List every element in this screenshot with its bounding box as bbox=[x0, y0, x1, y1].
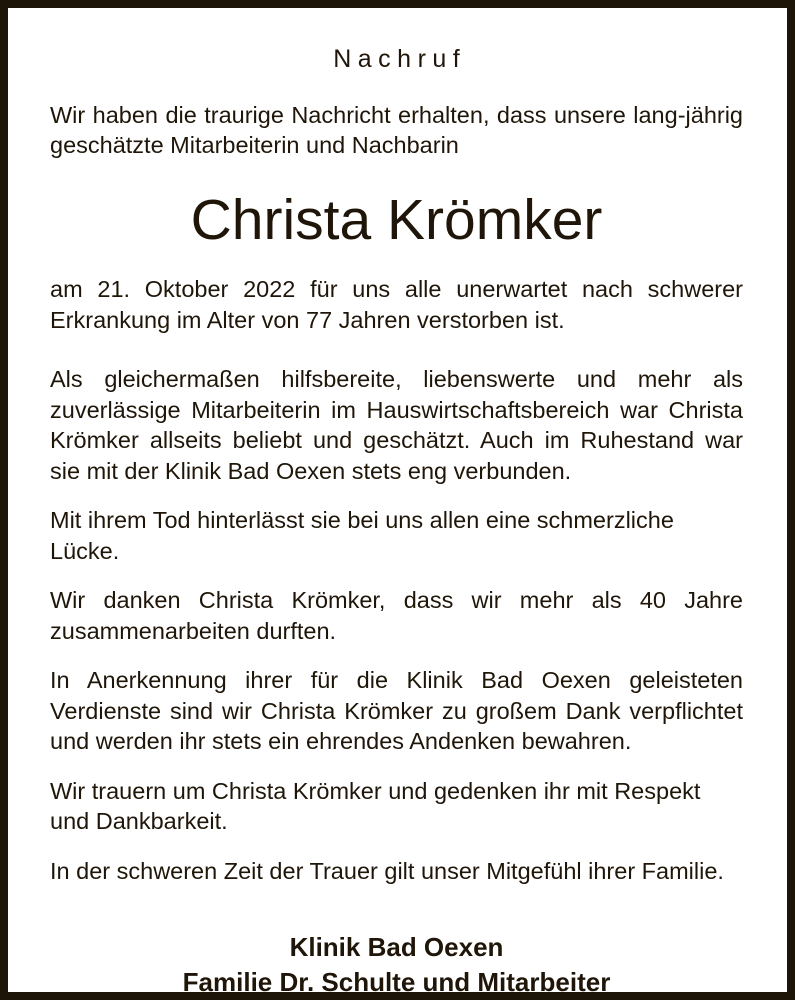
notice-content bbox=[8, 8, 787, 998]
spacer bbox=[50, 646, 743, 665]
deceased-name: Christa Krömker bbox=[190, 187, 603, 252]
intro-paragraph: Wir haben die traurige Nachricht erhalten, dass unsere lang-jährig geschätzte Mitarbeiterin und Nachbarin bbox=[50, 101, 743, 158]
condolence-paragraph: In der schweren Zeit der Trauer gilt unser Mitgefühl ihrer Familie. bbox=[50, 857, 724, 884]
notice-heading: Nachruf bbox=[333, 45, 467, 73]
death-details-paragraph: am 21. Oktober 2022 für uns alle unerwartet nach schwerer Erkrankung im Alter von 77 Jahren verstorben ist. bbox=[50, 276, 743, 333]
signature-family: Familie Dr. Schulte und Mitarbeiter bbox=[182, 967, 611, 998]
signature-organization: Klinik Bad Oexen bbox=[289, 932, 504, 963]
spacer bbox=[50, 335, 743, 364]
spacer bbox=[50, 566, 743, 585]
loss-paragraph: Mit ihrem Tod hinterlässt sie bei uns allen eine schmerzliche Lücke. bbox=[50, 507, 674, 564]
recognition-paragraph: In Anerkennung ihrer für die Klinik Bad Oexen geleisteten Verdienste sind wir Christa Krömker zu großem Dank verpflichtet und werden ihr stets ein ehrendes Andenken bewahren. bbox=[50, 667, 743, 755]
spacer bbox=[50, 757, 743, 776]
signature-block bbox=[50, 930, 743, 1000]
spacer bbox=[50, 486, 743, 505]
spacer bbox=[50, 837, 743, 856]
tribute-paragraph: Als gleichermaßen hilfsbereite, liebenswerte und mehr als zuverlässige Mitarbeiterin im Hauswirtschaftsbereich war Christa Krömker allseits beliebt und geschätzt. Auch im Ruhestand war sie mit der Klinik Bad Oexen stets eng verbunden. bbox=[50, 366, 743, 484]
mourning-paragraph: Wir trauern um Christa Krömker und gedenken ihr mit Respekt und Dankbarkeit. bbox=[50, 777, 701, 835]
thanks-paragraph: Wir danken Christa Krömker, dass wir mehr als 40 Jahre zusammenarbeiten durften. bbox=[50, 587, 743, 644]
